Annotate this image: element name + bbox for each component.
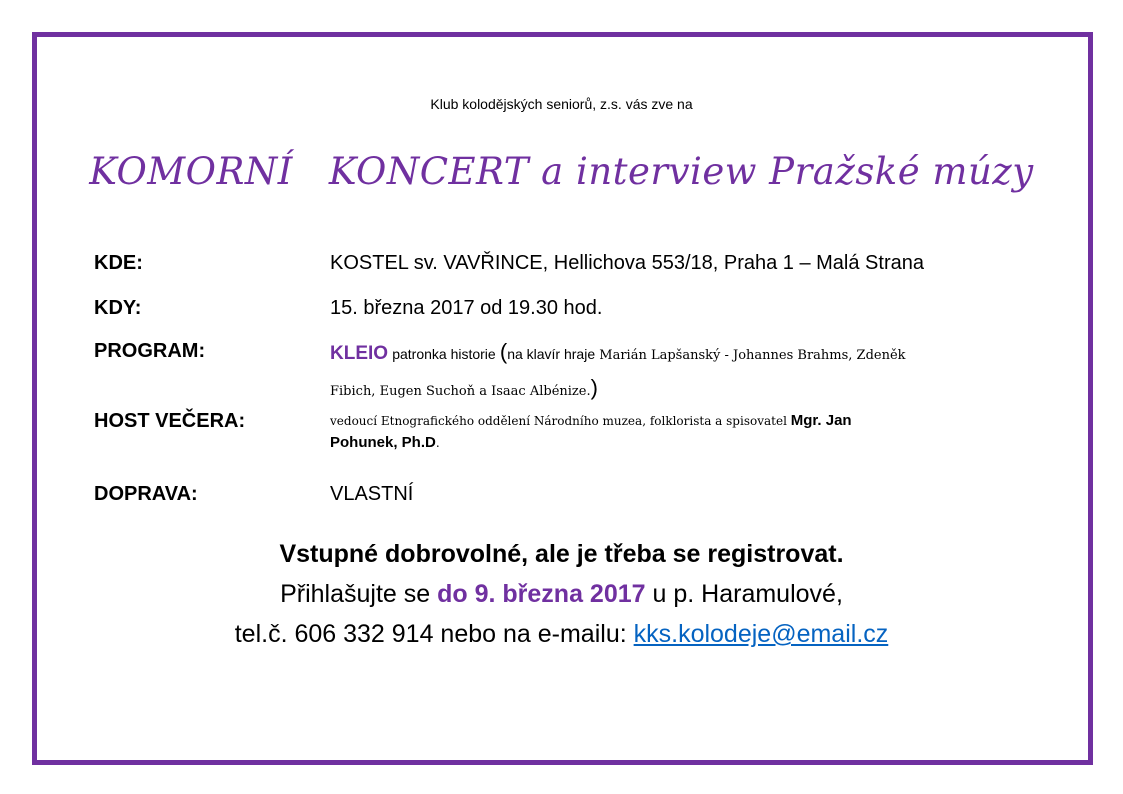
registration-deadline: do 9. března 2017 xyxy=(437,580,646,608)
title-part-1: KOMORNÍ xyxy=(89,150,293,193)
title-part-2: KONCERT a interview Pražské múzy xyxy=(328,150,1034,193)
footer-line-1: Vstupné dobrovolné, ale je třeba se registrovat. xyxy=(279,540,844,568)
program-line2: Fibich, Eugen Suchoň a Isaac Albénize. xyxy=(330,384,591,399)
host-label: HOST VEČERA: xyxy=(94,410,246,432)
kdy-label: KDY: xyxy=(94,297,142,319)
host-trailing: . xyxy=(435,436,440,450)
intro-text: Klub kolodějských seniorů, z.s. vás zve na xyxy=(430,96,693,112)
footer-line-3 xyxy=(0,620,1123,649)
program-label: PROGRAM: xyxy=(94,340,206,362)
host-value xyxy=(330,410,1030,454)
footer-line-2-after: u p. Haramulové, xyxy=(652,580,843,608)
page-title xyxy=(0,150,1123,193)
program-line1-rest: Marián Lapšanský - Johannes Brahms, Zdeněk xyxy=(599,348,906,363)
doprava-value: VLASTNÍ xyxy=(330,483,414,505)
program-close-paren: ) xyxy=(590,375,598,400)
host-description: vedoucí Etnografického oddělení Národního muzea, folklorista a spisovatel xyxy=(330,414,787,428)
program-open-paren: ( xyxy=(499,339,508,364)
kde-value: KOSTEL sv. VAVŘINCE, Hellichova 553/18, Praha 1 – Malá Strana xyxy=(330,252,924,274)
footer-line-2 xyxy=(0,580,1123,609)
program-highlight: KLEIO xyxy=(330,343,389,364)
program-intro: na klavír hraje xyxy=(507,346,596,362)
footer-line-2-before: Přihlašujte se xyxy=(280,580,431,608)
kdy-value: 15. března 2017 od 19.30 hod. xyxy=(330,297,603,319)
host-name-line2: Pohunek, Ph.D xyxy=(330,434,436,451)
program-subtitle: patronka historie xyxy=(392,346,496,362)
kde-label: KDE: xyxy=(94,252,143,274)
footer-line-3-before: tel.č. 606 332 914 nebo na e-mailu: xyxy=(234,620,627,648)
host-name-line1: Mgr. Jan xyxy=(790,412,852,429)
email-link[interactable]: kks.kolodeje@email.cz xyxy=(633,620,889,648)
program-value xyxy=(330,336,1030,408)
doprava-label: DOPRAVA: xyxy=(94,483,198,505)
